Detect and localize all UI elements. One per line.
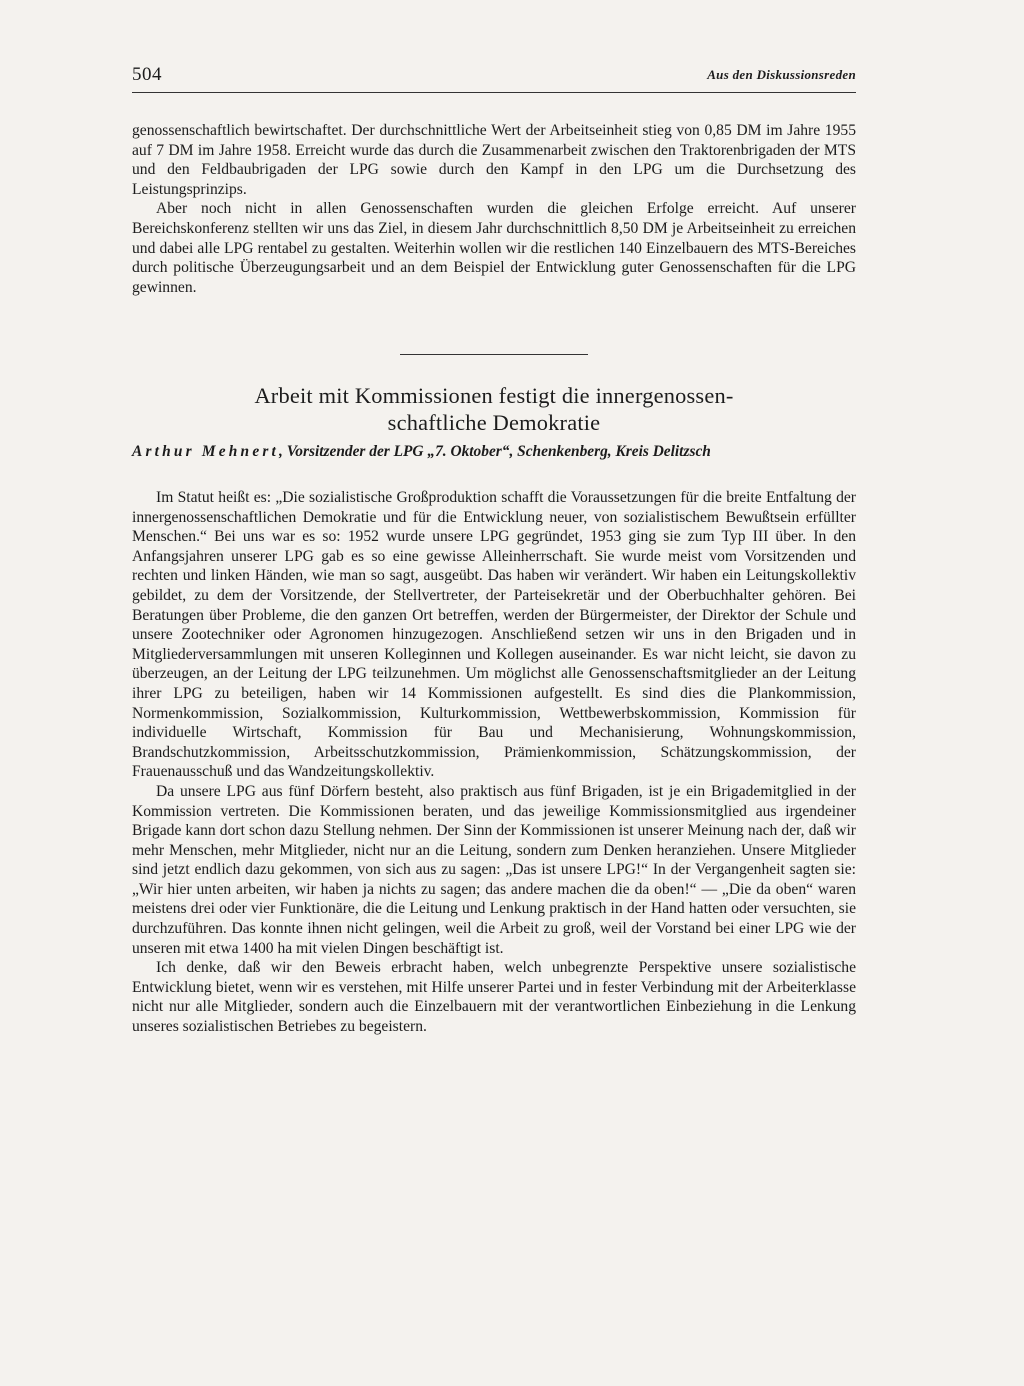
running-head: Aus den Diskussionsreden [707,67,856,82]
article-paragraph-2: Da unsere LPG aus fünf Dörfern besteht, also praktisch aus fünf Brigaden, ist je ein Brigademitglied in der Kommission vertreten. Die Kommissionen beraten, und das jeweilige Kommissionsmitglied aus irgendeiner Brigade kann dort schon dazu Stellung nehmen. Der Sinn der Kommissionen ist unserer Meinung nach der, daß wir mehr Menschen, mehr Mitglieder, nicht nur an die Leitung, sondern zum Denken heranziehen. Unsere Mitglieder sind jetzt endlich dazu gekommen, von sich aus zu sagen: „Das ist unsere LPG!“ In der Vergangenheit sagten sie: „Wir hier unten arbeiten, wir haben ja nichts zu sagen; das andere machen die da oben!“ — „Die da oben“ waren meistens drei oder vier Funktionäre, die die Leitung und Lenkung praktisch in der Hand hatten oder versuchten, sie durchzuführen. Das konnte ihnen nicht gelingen, weil die Arbeit zu groß, weil der Vorstand bei einer LPG wie der unseren mit etwa 1400 ha mit vielen Dingen beschäftigt ist. [132,782,856,957]
header-rule [132,92,856,93]
article-title-line-2: schaftliche Demokratie [387,410,601,435]
intro-text [132,121,856,297]
article-title-line-1: Arbeit mit Kommissionen festigt die innergenossen- [254,383,734,408]
byline [132,442,856,462]
intro-paragraph-2: Aber noch nicht in allen Genossenschaften wurden die gleichen Erfolge erreicht. Auf unserer Bereichskonferenz stellten wir uns das Ziel, in diesem Jahr durchschnittlich 8,50 DM je Arbeitseinheit zu erreichen und dabei alle LPG rentabel zu gestalten. Weiterhin wollen wir die restlichen 140 Einzelbauern des MTS-Bereiches durch politische Überzeugungsarbeit und an dem Beispiel der Entwicklung guter Genossenschaften für die LPG gewinnen. [132,200,856,296]
page-header [132,64,856,88]
author-role: , Vorsitzender der LPG „7. Oktober“, Schenkenberg, Kreis Delitzsch [279,443,711,460]
section-divider [400,354,588,355]
article-paragraph-1: Im Statut heißt es: „Die sozialistische Großproduktion schafft die Voraussetzungen für die breite Entfaltung der innergenossenschaftlichen Demokratie und für die Entwicklung neuer, von sozialistischem Bewußtsein erfüllter Menschen.“ Bei uns war es so: 1952 wurde unsere LPG gegründet, 1953 ging sie zum Typ III über. In den Anfangsjahren unserer LPG gab es so eine gewisse Alleinherrschaft. Sie wurde meist vom Vorsitzenden und rechten und linken Händen, wie man so sagt, ausgeübt. Das haben wir verändert. Wir haben ein Leitungskollektiv gebildet, zu dem der Vorsitzende, der Stellvertreter, der Parteisekretär und der Oberbuchhalter gehören. Bei Beratungen über Probleme, die den ganzen Ort betreffen, werden der Bürgermeister, der Direktor der Schule und unsere Zootechniker oder Agronomen hinzugezogen. Anschließend setzen wir uns in den Brigaden und in Mitgliederversammlungen mit unseren Kolleginnen und Kollegen auseinander. Es war nicht leicht, sie davon zu überzeugen, an der Leitung der LPG teilzunehmen. Um möglichst alle Genossenschaftsmitglieder an der Leitung ihrer LPG zu beteiligen, haben wir 14 Kommissionen aufgestellt. Es sind dies die Plankommission, Normenkommission, Sozialkommission, Kulturkommission, Wettbewerbskommission, Kommission für individuelle Wirtschaft, Kommission für Bau und Mechanisierung, Wohnungskommission, Brandschutzkommission, Arbeitsschutzkommission, Prämienkommission, Schätzungskommission, der Frauenausschuß und das Wandzeitungskollektiv. [132,489,856,781]
page-number: 504 [132,64,162,85]
article-body [132,488,856,1037]
article-title [132,382,856,436]
author-name: Arthur Mehnert [132,443,280,460]
article-paragraph-3: Ich denke, daß wir den Beweis erbracht haben, welch unbegrenzte Perspektive unsere sozialistische Entwicklung bietet, wenn wir es verstehen, mit Hilfe unserer Partei und in fester Verbindung mit der Arbeiterklasse nicht nur alle Mitglieder, sondern auch die Einzelbauern mit der verantwortlichen Einbeziehung in die Lenkung unseres sozialistischen Betriebes zu begeistern. [132,959,856,1036]
intro-paragraph-1: genossenschaftlich bewirtschaftet. Der durchschnittliche Wert der Arbeitseinheit stieg von 0,85 DM im Jahre 1955 auf 7 DM im Jahre 1958. Erreicht wurde das durch die Zusammenarbeit zwischen den Traktorenbrigaden der MTS und den Feldbaubrigaden der LPG sowie durch den Kampf in den LPG um die Durchsetzung des Leistungsprinzips. [132,122,856,198]
